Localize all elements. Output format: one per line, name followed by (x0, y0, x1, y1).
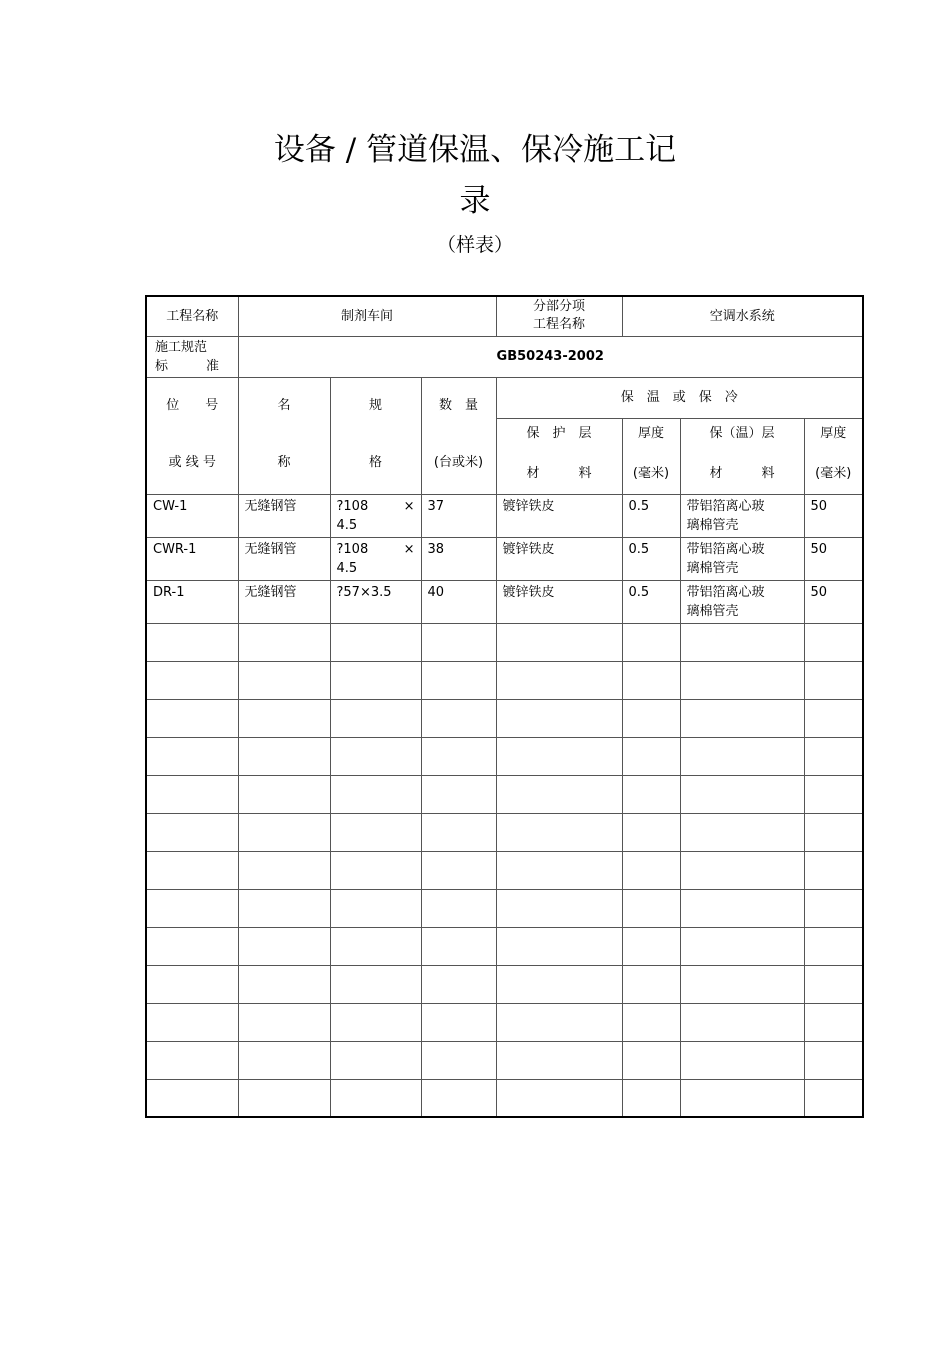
empty-cell (421, 927, 496, 965)
empty-cell (804, 927, 863, 965)
empty-cell (421, 661, 496, 699)
empty-cell (680, 1003, 804, 1041)
cell-insulation-layer (680, 494, 804, 537)
empty-cell (330, 889, 421, 927)
cell-spec (330, 580, 421, 623)
empty-cell (238, 737, 330, 775)
cell-thickness-1 (622, 537, 680, 580)
empty-cell (146, 813, 238, 851)
sub-project-value: 空调水系统 (622, 296, 863, 336)
empty-cell (680, 1079, 804, 1117)
empty-cell (421, 1041, 496, 1079)
header-name (238, 377, 330, 494)
empty-cell (496, 1079, 622, 1117)
insulation-text-1: 带铝箔离心玻 (686, 541, 765, 557)
position-text: DR-1 (153, 584, 185, 600)
cell-quantity (421, 537, 496, 580)
cell-thickness-1 (622, 494, 680, 537)
empty-cell (238, 699, 330, 737)
empty-cell (330, 1041, 421, 1079)
header-protective-layer-top: 保 护 层 (526, 425, 592, 441)
empty-cell (238, 889, 330, 927)
empty-cell (146, 889, 238, 927)
standard-label (146, 336, 238, 377)
empty-cell (622, 1041, 680, 1079)
position-text: CWR-1 (153, 541, 197, 557)
table-row (146, 851, 863, 889)
table-row (146, 1079, 863, 1117)
empty-cell (238, 965, 330, 1003)
empty-cell (622, 737, 680, 775)
empty-cell (680, 1041, 804, 1079)
empty-cell (680, 851, 804, 889)
protective-layer-text: 镀锌铁皮 (502, 498, 555, 514)
spec-text-1: ?108 (336, 498, 369, 514)
empty-cell (330, 1079, 421, 1117)
empty-cell (496, 927, 622, 965)
empty-cell (496, 661, 622, 699)
header-protective-layer-bottom: 材 料 (526, 465, 592, 481)
header-insulation-layer-top: 保（温）层 (709, 425, 775, 441)
cell-protective-layer (496, 494, 622, 537)
empty-cell (496, 1041, 622, 1079)
empty-cell (330, 623, 421, 661)
empty-cell (622, 889, 680, 927)
header-position (146, 377, 238, 494)
standard-label-line-2 (155, 357, 219, 376)
sub-project-label-line-2: 工程名称 (532, 317, 585, 333)
cell-name (238, 537, 330, 580)
spec-text-1: ?57×3.5 (336, 584, 392, 600)
standard-label-char-1: 标 (155, 358, 169, 374)
empty-cell (804, 699, 863, 737)
insulation-text-1: 带铝箔离心玻 (686, 498, 765, 514)
empty-cell (146, 927, 238, 965)
spec-text-2: 4.5 (336, 560, 358, 576)
empty-cell (421, 813, 496, 851)
empty-cell (804, 889, 863, 927)
empty-cell (421, 851, 496, 889)
standard-label-line-1: 施工规范 (155, 339, 208, 355)
thickness-1-text: 0.5 (628, 541, 650, 557)
header-thickness-1-bottom: (毫米) (632, 465, 670, 481)
empty-cell (421, 965, 496, 1003)
name-text: 无缝钢管 (244, 584, 297, 600)
empty-cell (238, 927, 330, 965)
empty-cell (804, 623, 863, 661)
table-row (146, 580, 863, 623)
document-subtitle: （样表） (436, 234, 513, 256)
table-row (146, 661, 863, 699)
empty-cell (146, 1003, 238, 1041)
header-position-top: 位 号 (166, 397, 219, 413)
cell-thickness-2 (804, 494, 863, 537)
empty-cell (330, 1003, 421, 1041)
cell-spec (330, 537, 421, 580)
empty-cell (238, 775, 330, 813)
name-text: 无缝钢管 (244, 498, 297, 514)
standard-value: GB50243-2002 (238, 336, 863, 377)
empty-cell (804, 737, 863, 775)
empty-cell (496, 1003, 622, 1041)
empty-cell (804, 661, 863, 699)
empty-cell (496, 737, 622, 775)
empty-cell (622, 1003, 680, 1041)
empty-cell (622, 965, 680, 1003)
header-name-top: 名 (277, 397, 291, 413)
cell-quantity (421, 580, 496, 623)
header-position-bottom: 或 线 号 (168, 454, 216, 470)
cell-insulation-layer (680, 580, 804, 623)
thickness-1-text: 0.5 (628, 584, 650, 600)
quantity-text: 40 (427, 584, 445, 600)
header-thickness-2-bottom: (毫米) (815, 465, 852, 481)
empty-cell (330, 813, 421, 851)
empty-cell (421, 623, 496, 661)
empty-cell (496, 623, 622, 661)
empty-cell (680, 661, 804, 699)
empty-cell (622, 851, 680, 889)
table-row (146, 1003, 863, 1041)
quantity-text: 38 (427, 541, 445, 557)
empty-cell (496, 699, 622, 737)
table-row (146, 494, 863, 537)
insulation-text-1: 带铝箔离心玻 (686, 584, 765, 600)
empty-cell (496, 889, 622, 927)
thickness-2-text: 50 (810, 584, 828, 600)
empty-cell (146, 661, 238, 699)
document-title-line-1: 设备 / 管道保温、保冷施工记 (273, 132, 677, 168)
empty-cell (238, 813, 330, 851)
empty-cell (330, 965, 421, 1003)
table-row (146, 889, 863, 927)
header-insulation-group: 保 温 或 保 冷 (496, 377, 863, 418)
empty-cell (496, 851, 622, 889)
table-row (146, 623, 863, 661)
empty-cell (421, 889, 496, 927)
header-thickness-1 (622, 418, 680, 494)
header-thickness-2-top: 厚度 (820, 425, 847, 441)
empty-cell (146, 1041, 238, 1079)
empty-cell (421, 775, 496, 813)
thickness-1-text: 0.5 (628, 498, 650, 514)
header-spec-bottom: 格 (368, 454, 382, 470)
cell-quantity (421, 494, 496, 537)
insulation-text-2: 璃棉管壳 (686, 603, 739, 619)
empty-cell (330, 661, 421, 699)
spec-times: × (403, 498, 415, 514)
empty-cell (146, 965, 238, 1003)
cell-name (238, 494, 330, 537)
empty-cell (238, 661, 330, 699)
empty-cell (622, 623, 680, 661)
spec-times: × (403, 541, 415, 557)
empty-cell (804, 851, 863, 889)
empty-cell (238, 1079, 330, 1117)
empty-cell (330, 927, 421, 965)
empty-cell (804, 965, 863, 1003)
spec-text-1: ?108 (336, 541, 369, 557)
table-row (146, 927, 863, 965)
header-spec (330, 377, 421, 494)
empty-cell (622, 775, 680, 813)
cell-protective-layer (496, 580, 622, 623)
empty-cell (421, 1079, 496, 1117)
empty-cell (238, 851, 330, 889)
empty-cell (622, 699, 680, 737)
empty-cell (146, 775, 238, 813)
empty-cell (146, 623, 238, 661)
insulation-text-2: 璃棉管壳 (686, 517, 739, 533)
empty-cell (421, 737, 496, 775)
cell-spec (330, 494, 421, 537)
empty-cell (622, 927, 680, 965)
construction-record-table (145, 295, 864, 1118)
table-row (146, 813, 863, 851)
empty-cell (496, 965, 622, 1003)
table-row (146, 537, 863, 580)
name-text: 无缝钢管 (244, 541, 297, 557)
empty-cell (804, 1003, 863, 1041)
empty-cell (496, 813, 622, 851)
empty-cell (496, 775, 622, 813)
empty-cell (680, 775, 804, 813)
table-body (146, 494, 863, 1117)
empty-cell (680, 699, 804, 737)
project-name-value: 制剂车间 (238, 296, 496, 336)
cell-position (146, 494, 238, 537)
insulation-text-2: 璃棉管壳 (686, 560, 739, 576)
protective-layer-text: 镀锌铁皮 (502, 584, 555, 600)
empty-cell (680, 737, 804, 775)
cell-position (146, 537, 238, 580)
sub-project-label (496, 296, 622, 336)
project-name-label: 工程名称 (146, 296, 238, 336)
empty-cell (804, 1079, 863, 1117)
spec-text-2: 4.5 (336, 517, 358, 533)
cell-thickness-2 (804, 580, 863, 623)
table-row (146, 965, 863, 1003)
document-title-line-2: 录 (459, 183, 491, 219)
empty-cell (238, 1041, 330, 1079)
header-quantity (421, 377, 496, 494)
table-row (146, 699, 863, 737)
standard-label-char-2: 准 (205, 358, 219, 374)
table-row (146, 775, 863, 813)
empty-cell (804, 775, 863, 813)
empty-cell (238, 623, 330, 661)
header-quantity-bottom: (台或米) (433, 454, 484, 470)
empty-cell (622, 661, 680, 699)
empty-cell (622, 1079, 680, 1117)
empty-cell (421, 1003, 496, 1041)
empty-cell (680, 623, 804, 661)
cell-position (146, 580, 238, 623)
empty-cell (238, 1003, 330, 1041)
empty-cell (680, 927, 804, 965)
header-thickness-2 (804, 418, 863, 494)
header-insulation-layer (680, 418, 804, 494)
cell-name (238, 580, 330, 623)
header-thickness-1-top: 厚度 (637, 425, 664, 441)
cell-thickness-1 (622, 580, 680, 623)
cell-thickness-2 (804, 537, 863, 580)
cell-insulation-layer (680, 537, 804, 580)
thickness-2-text: 50 (810, 498, 828, 514)
empty-cell (330, 737, 421, 775)
protective-layer-text: 镀锌铁皮 (502, 541, 555, 557)
empty-cell (804, 813, 863, 851)
sub-project-label-line-1: 分部分项 (532, 299, 585, 315)
empty-cell (680, 965, 804, 1003)
empty-cell (804, 1041, 863, 1079)
empty-cell (680, 889, 804, 927)
position-text: CW-1 (153, 498, 188, 514)
cell-protective-layer (496, 537, 622, 580)
quantity-text: 37 (427, 498, 445, 514)
header-quantity-top: 数 量 (438, 397, 478, 413)
empty-cell (330, 851, 421, 889)
table-row (146, 1041, 863, 1079)
header-insulation-layer-bottom: 材 料 (709, 465, 775, 481)
empty-cell (146, 1079, 238, 1117)
empty-cell (146, 737, 238, 775)
empty-cell (622, 813, 680, 851)
empty-cell (421, 699, 496, 737)
header-name-bottom: 称 (277, 454, 291, 470)
empty-cell (146, 851, 238, 889)
header-protective-layer (496, 418, 622, 494)
table-row (146, 737, 863, 775)
thickness-2-text: 50 (810, 541, 828, 557)
header-spec-top: 规 (368, 397, 382, 413)
empty-cell (680, 813, 804, 851)
empty-cell (330, 699, 421, 737)
empty-cell (146, 699, 238, 737)
empty-cell (330, 775, 421, 813)
